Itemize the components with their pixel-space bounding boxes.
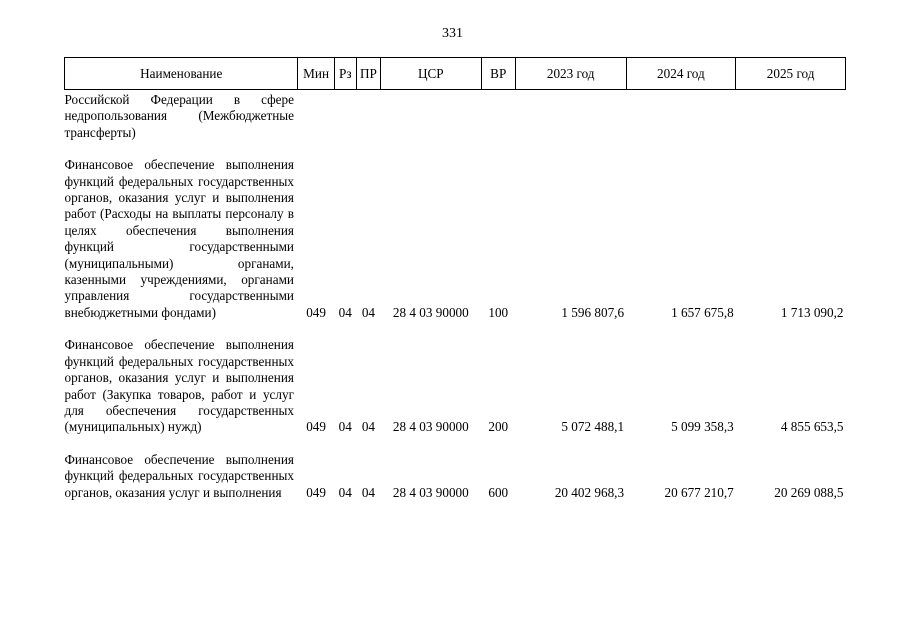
- row-2024: 20 677 210,7: [664, 484, 734, 500]
- header-rz: Рз: [334, 58, 356, 90]
- header-vr: ВР: [481, 58, 515, 90]
- table-row: [65, 452, 846, 501]
- row-2023: 1 596 807,6: [561, 304, 625, 320]
- row-name: Финансовое обеспечение выполнения функций федеральных государственных органов, оказания услуг и выполнения работ (Закупка товаров, работ и услуг для обеспечения государственных (муниципальных) нужд): [64, 337, 294, 435]
- row-2023: 20 402 968,3: [554, 484, 625, 500]
- header-2024: 2024 год: [626, 58, 736, 90]
- row-csr: [380, 90, 481, 158]
- header-name: Наименование: [65, 58, 298, 90]
- row-2023: 5 072 488,1: [561, 419, 625, 435]
- row-min: 049: [306, 484, 326, 500]
- row-vr: 100: [488, 304, 509, 320]
- row-name: Финансовое обеспечение выполнения функций федеральных государственных органов, оказания услуг и выполнения: [64, 451, 294, 500]
- row-csr: 28 4 03 90000: [392, 304, 469, 320]
- row-pr: [356, 90, 380, 158]
- row-vr: 200: [488, 419, 509, 435]
- row-vr: [481, 90, 515, 158]
- header-pr: ПР: [356, 58, 380, 90]
- row-rz: 04: [338, 419, 352, 435]
- row-vr: 600: [488, 484, 509, 500]
- row-rz: [334, 90, 356, 158]
- header-csr: ЦСР: [380, 58, 481, 90]
- row-min: 049: [306, 419, 326, 435]
- budget-table: [64, 57, 846, 501]
- row-pr: 04: [361, 304, 375, 320]
- row-min: 049: [306, 304, 326, 320]
- row-2025: 20 269 088,5: [774, 484, 844, 500]
- row-2023: [515, 90, 626, 158]
- row-2025: [736, 90, 846, 158]
- row-csr: 28 4 03 90000: [392, 484, 469, 500]
- row-rz: 04: [338, 484, 352, 500]
- row-name: Финансовое обеспечение выполнения функций федеральных государственных органов, оказания услуг и выполнения работ (Расходы на выплаты персоналу в целях обеспечения выполнения функций государственными (муниципальными) органами, казенными учреждениями, органами управления государственными внебюджетными фондами): [64, 157, 294, 320]
- row-rz: 04: [338, 304, 352, 320]
- table-row: [65, 337, 846, 451]
- page-number: 331: [442, 26, 463, 41]
- row-2025: 1 713 090,2: [780, 304, 844, 320]
- row-2024: 5 099 358,3: [671, 419, 734, 435]
- row-pr: 04: [361, 484, 375, 500]
- table-row: [65, 90, 846, 158]
- row-pr: 04: [361, 419, 375, 435]
- row-2025: 4 855 653,5: [780, 419, 844, 435]
- header-2025: 2025 год: [736, 58, 846, 90]
- header-min: Мин: [298, 58, 334, 90]
- header-2023: 2023 год: [515, 58, 626, 90]
- row-name: Российской Федерации в сфере недропользования (Межбюджетные трансферты): [64, 92, 294, 140]
- row-2024: [626, 90, 736, 158]
- row-min: [298, 90, 334, 158]
- table-row: [65, 157, 846, 337]
- row-csr: 28 4 03 90000: [392, 419, 469, 435]
- table-header-row: [65, 58, 846, 90]
- row-2024: 1 657 675,8: [671, 304, 734, 320]
